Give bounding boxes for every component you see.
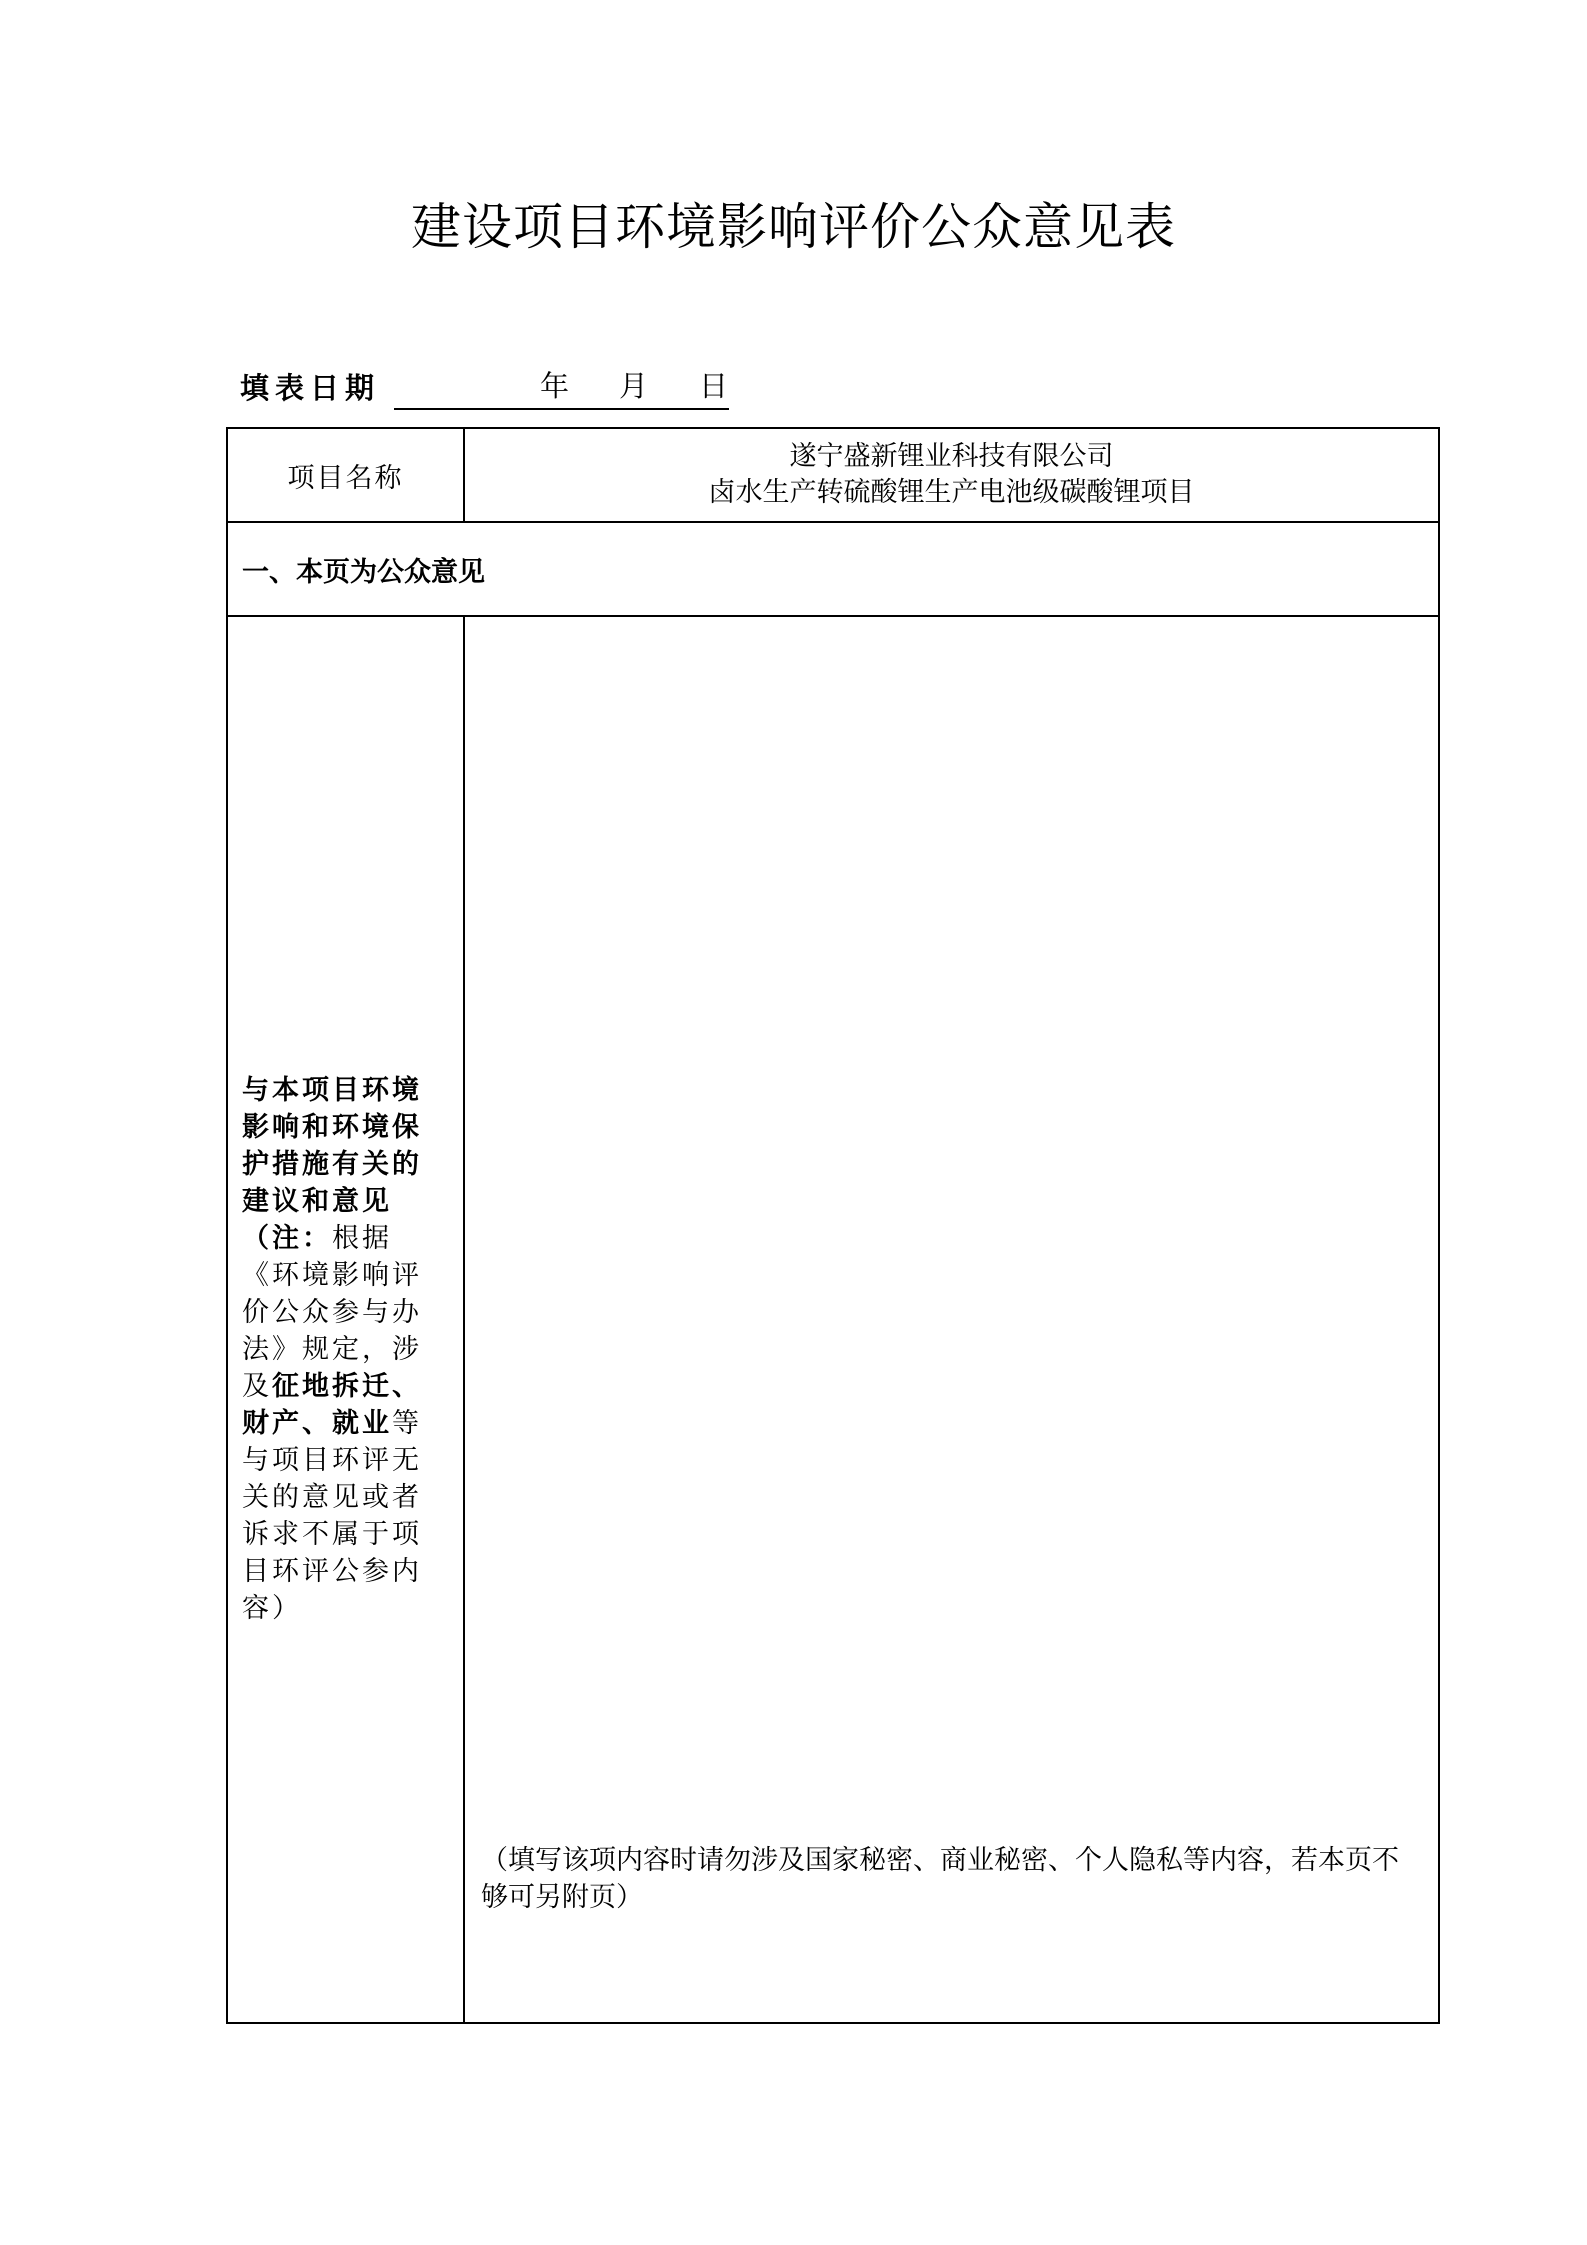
- opinion-label: [242, 1072, 449, 1627]
- opinion-label-bold-3: 征地拆迁、财产、就业: [242, 1371, 422, 1439]
- opinion-label-normal-1: 根据《环境影响评价公众参与办法》规定，涉及: [242, 1223, 422, 1402]
- opinion-label-bold-1: 与本项目环境影响和环境保护措施有关的建议和意见: [242, 1075, 422, 1217]
- fill-date-label: 填表日期: [240, 371, 381, 405]
- opinion-row: [227, 616, 1439, 2023]
- project-name-value: [464, 428, 1439, 522]
- fill-date-field[interactable]: [394, 364, 729, 410]
- project-name-line-1: 遂宁盛新锂业科技有限公司: [789, 441, 1114, 472]
- opinion-input-area[interactable]: [464, 616, 1439, 2023]
- opinion-note: （填写该项内容时请勿涉及国家秘密、商业秘密、个人隐私等内容，若本页不够可另附页）: [481, 1845, 1399, 1913]
- opinion-label-cell: [227, 616, 464, 2023]
- fill-date-row: [240, 360, 729, 410]
- section-heading-row: [227, 522, 1439, 616]
- project-name-row: [227, 428, 1439, 522]
- section-heading: 一、本页为公众意见: [227, 522, 1439, 616]
- opinion-label-normal-2: 等与项目环评无关的意见或者诉求不属于项目环评公参内容）: [242, 1408, 422, 1624]
- date-month-label: 月: [619, 369, 649, 403]
- project-name-line-2: 卤水生产转硫酸锂生产电池级碳酸锂项目: [708, 477, 1195, 508]
- opinion-label-bold-2: （注：: [242, 1223, 332, 1254]
- project-name-label: 项目名称: [227, 428, 464, 522]
- form-title: 建设项目环境影响评价公众意见表: [411, 198, 1176, 256]
- date-year-label: 年: [540, 369, 570, 403]
- date-day-label: 日: [699, 369, 729, 403]
- opinion-form-table: [226, 427, 1440, 2024]
